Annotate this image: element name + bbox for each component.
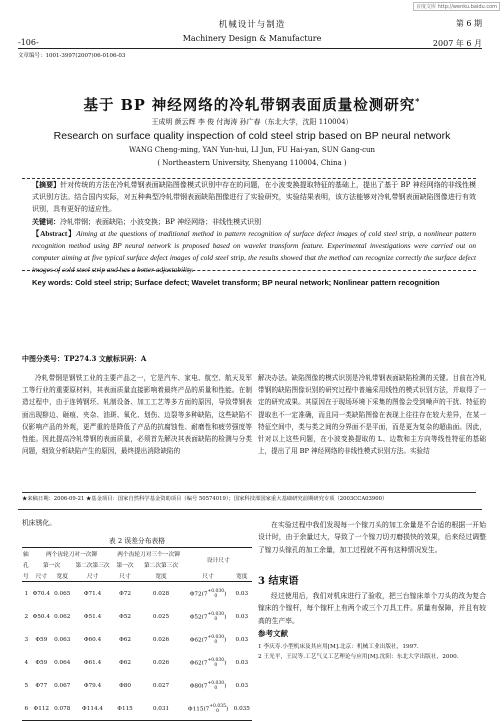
design-size-base: Φ62(7 bbox=[189, 637, 208, 643]
table-head-cell: 宽度 bbox=[232, 570, 252, 582]
table-cell: Φ79.4 bbox=[83, 682, 102, 689]
keywords-en-label: Key words: bbox=[32, 277, 73, 287]
table-cell: 0.03 bbox=[235, 636, 249, 643]
table-cell: Φ62 bbox=[119, 636, 131, 643]
table-cell: Φ115 bbox=[113, 697, 138, 721]
design-size-base: Φ115(7 bbox=[187, 706, 210, 712]
keywords-en-text: Cold steel strip; Surface defect; Wavelet transform; BP neural network; Nonlinear pattern recognition bbox=[75, 277, 440, 287]
tolerance-lower: 0 bbox=[214, 662, 218, 668]
tolerance-fraction bbox=[207, 680, 227, 691]
table-cell: 0.064 bbox=[54, 659, 71, 666]
table-row bbox=[22, 651, 252, 674]
journal-name-cn: 机械设计与制造 bbox=[218, 20, 286, 30]
table-cell: Φ70.4 bbox=[32, 590, 50, 597]
table-cell: 0.031 bbox=[137, 697, 184, 721]
page-number: -106- bbox=[18, 38, 39, 47]
table-cell: Φ59 bbox=[35, 636, 48, 643]
table-cell: Φ77 bbox=[35, 682, 48, 689]
table-head-cell: 尺寸 bbox=[72, 570, 112, 582]
table-cell: 5 bbox=[24, 682, 29, 689]
table-cell: Φ114.4 bbox=[72, 697, 112, 721]
references-list bbox=[258, 642, 486, 662]
tolerance-lower: 0 bbox=[214, 616, 218, 622]
table-cell: Φ61.4 bbox=[83, 659, 102, 666]
table-cell: Φ72 bbox=[119, 590, 131, 597]
table-row bbox=[22, 582, 252, 606]
abstract-block bbox=[22, 178, 477, 287]
table-cell: Φ112 bbox=[31, 697, 53, 721]
design-size-base: Φ80(7 bbox=[189, 683, 208, 689]
tolerance-upper: +0.030 bbox=[207, 634, 225, 640]
table-cell-design-size bbox=[185, 582, 232, 606]
table-cell: 0.067 bbox=[54, 682, 71, 689]
paren-close: ) bbox=[224, 660, 227, 666]
table-row bbox=[22, 674, 252, 697]
table-cell: 4 bbox=[24, 659, 29, 666]
tolerance-upper: +0.030 bbox=[207, 588, 225, 594]
error-distribution-table bbox=[22, 547, 252, 721]
abstract-en-text: Aiming at the questions of traditional method in pattern recognition of surface defect images of cold steel strip, a nonlinear pattern recognition method using BP neural network is proposed based on wavelet transform feature. Experimental investigations were carried out on computer aiming at five typical surface defect images of cold steel strip, the results showed that the method can recognize correctly the surface defect images of cold steel strip and has a better adjustability. bbox=[32, 228, 477, 275]
table-head-cell: 尺寸 bbox=[185, 570, 232, 582]
title-cn-text: 基于 BP 神经网络的冷轧带钢表面质量检测研究 bbox=[83, 97, 416, 114]
keywords-cn bbox=[22, 216, 476, 228]
table-body bbox=[22, 582, 252, 721]
abstract-en-label: 【Abstract】 bbox=[32, 228, 77, 238]
table-cell: Φ51.4 bbox=[83, 613, 102, 620]
title-en: Research on surface quality inspection of cold steel strip based on BP neural network bbox=[53, 130, 451, 142]
right-continued-paragraph: 在实验过程中我们发现每一个镓刀头的加工余量是不合适的根据一开始设计时，由于余量过大，导致了一个镓刀切刃磨损快的效果，后来经过调整了镓刀头镓孔的加工余量，加工过程就不再有这种情况发生。 bbox=[258, 521, 486, 554]
publication-date: 2007 年 6 月 bbox=[432, 39, 482, 48]
tolerance-lower: 0 bbox=[216, 708, 220, 714]
issue-number: 第 6 期 bbox=[455, 19, 482, 28]
paren-close: ) bbox=[224, 614, 227, 620]
tolerance-lower: 0 bbox=[214, 639, 218, 645]
table-head-cell: 宽度 bbox=[52, 570, 72, 582]
footnote-rule bbox=[22, 492, 476, 493]
table-head-cell: 轴 bbox=[22, 548, 31, 560]
article-number: 文章编号：1001-3997(2007)06-0106-03 bbox=[18, 53, 126, 59]
keywords-cn-text: 冷轧带钢；表面缺陷；小波变换；BP 神经网络；非线性模式识别 bbox=[60, 217, 262, 226]
conclusion-heading: 3 结束语 bbox=[258, 576, 299, 587]
table-cell: Φ52 bbox=[119, 613, 131, 620]
left-continued-text: 机床锈化。 bbox=[22, 519, 56, 527]
table-cell-design-size bbox=[185, 697, 232, 721]
tolerance-fraction bbox=[207, 588, 227, 599]
table-cell-design-size bbox=[185, 605, 232, 628]
reference-item: 2 王光平，王民等.工艺气义工艺理论与应用[M].沈阳：东北大学出版社，2000. bbox=[258, 654, 459, 661]
table-cell: 0.026 bbox=[152, 659, 170, 666]
table-cell: 0.03 bbox=[235, 682, 249, 689]
tolerance-upper: +0.030 bbox=[207, 657, 225, 663]
abstract-cn-label: 【摘要】 bbox=[32, 180, 61, 189]
table-head-cell: 第二次第三次 bbox=[75, 563, 110, 569]
table-head-cell: 两个齿轮刀对三个一次铆 bbox=[113, 548, 185, 560]
table-cell: Φ62 bbox=[119, 659, 131, 666]
table-head-cell: 设计尺寸 bbox=[185, 548, 252, 571]
watermark-link[interactable]: 百度文库 http://wenku.baidu.com bbox=[413, 2, 500, 11]
table-cell: 0.03 bbox=[235, 613, 249, 620]
design-size-base: Φ72(7 bbox=[189, 591, 208, 597]
table-cell: 0.063 bbox=[54, 636, 71, 643]
tolerance-fraction bbox=[207, 634, 227, 645]
reference-item: 1 李庆寿.小型机床及其应用[M].北京：机械工业出版社，1997. bbox=[258, 644, 419, 650]
table-cell: Φ59 bbox=[35, 659, 48, 666]
table-cell: 0.026 bbox=[152, 636, 170, 643]
table-head-cell: 号 bbox=[22, 570, 31, 582]
page-split-rule bbox=[18, 509, 482, 510]
tolerance-fraction bbox=[209, 703, 229, 714]
paren-close: ) bbox=[224, 683, 227, 689]
table-head-cell: 尺寸 bbox=[113, 570, 138, 582]
table-cell: 1 bbox=[24, 590, 29, 597]
authors-cn: 王成明 颜云辉 李 俊 付海涛 孙广春（东北大学，沈阳 110004） bbox=[151, 118, 353, 126]
table-cell-design-size bbox=[185, 628, 232, 651]
table-cell: 0.03 bbox=[235, 659, 249, 666]
table-cell: 0.065 bbox=[54, 590, 71, 597]
table-head-cell: 宽度 bbox=[137, 570, 184, 582]
table-head-cell: 第一次 bbox=[42, 563, 61, 569]
conclusion-text bbox=[258, 590, 486, 627]
references-heading: 参考文献 bbox=[258, 629, 288, 638]
title-footnote-star: * bbox=[415, 96, 421, 107]
tolerance-upper: +0.035 bbox=[209, 703, 226, 709]
table-row bbox=[22, 628, 252, 651]
tolerance-fraction bbox=[207, 611, 227, 622]
table-cell: Φ71.4 bbox=[83, 590, 102, 597]
table-row bbox=[22, 697, 252, 721]
body-left-paragraph: 冷轧带钢是钢铁工业的主要产品之一，它是汽车、家电、航空、航天及军工等行业的重要原材料，其表面质量直接影响着最终产品的质量和性能。在制造过程中，由于连铸钢坯、轧制设备、加工工艺等多方面的原因，导致带钢表面出现辥边、砸痕、夹杂、油斑、氧化、划伤、边裂等多种缺陷，这些缺陷不仅影响产品的外观，更严重的是降低了产品的抗腐蚀性、耐磨性和疲劳强度等性能。因此提高冷轧带钢的表面质量，必须首先解决其表面缺陷的检测与分类问题，细致分析缺陷产生的原因，最终提出消除缺陷的 bbox=[22, 374, 252, 456]
table-cell: 3 bbox=[24, 636, 29, 643]
keywords-en bbox=[22, 277, 476, 289]
tolerance-lower: 0 bbox=[214, 593, 218, 599]
table-head-cell: 尺寸 bbox=[31, 570, 53, 582]
table-cell: 0.025 bbox=[152, 613, 170, 620]
paren-close: ) bbox=[224, 591, 227, 597]
table-cell: Φ80 bbox=[119, 682, 131, 689]
design-size-base: Φ62(7 bbox=[189, 660, 208, 666]
header-rule bbox=[18, 48, 482, 49]
table-cell-design-size bbox=[185, 651, 232, 674]
abstract-cn bbox=[22, 179, 476, 216]
table-cell: Φ50.4 bbox=[32, 613, 50, 620]
table-cell-design-size bbox=[185, 674, 232, 697]
table-caption: 表 2 误差分布表格 bbox=[108, 537, 166, 545]
table-cell: 0.03 bbox=[235, 590, 249, 597]
abstract-en bbox=[22, 228, 476, 277]
tolerance-upper: +0.030 bbox=[207, 680, 225, 686]
body-column-right bbox=[258, 372, 486, 457]
table-cell: 0.028 bbox=[152, 590, 170, 597]
classification-codes: 中图分类号：TP274.3 文献标识码：A bbox=[22, 354, 147, 363]
body-right-paragraph: 解决办法。缺陷图像的模式识别是冷轧带钢表面缺陷检测的关键。目前在冷轧带钢的缺陷图像识别的研究过程中普遍采用线性的模式识别方法，并取得了一定的研究成果。其原因在于现场环境下采集的图像会受到噪声的干扰、特征的提取也不一定准确，而且同一类缺陷图像在表现上往往存在较大差异，在某一特征空间中，类与类之间的分界面不是平面，而是更为复杂的超曲面。因此，针对以上这些问题，在小波变换提取的 L、边数和主方向等线性特征的基础上，提出了用 BP 神经网络的非线性模式识别方法。实验结 bbox=[258, 374, 486, 456]
paren-close: ) bbox=[225, 706, 229, 712]
table-cell: 2 bbox=[24, 613, 29, 620]
table-head-cell: 第二次第三次 bbox=[143, 563, 179, 569]
tolerance-upper: +0.030 bbox=[207, 611, 225, 617]
table-cell: 0.062 bbox=[54, 613, 71, 620]
affiliation-en: ( Northeastern University, Shenyang 110004, China ) bbox=[157, 159, 347, 167]
journal-name-en: Machinery Design & Manufacture bbox=[182, 34, 322, 43]
paren-close: ) bbox=[224, 637, 227, 643]
table-head-cell: 第一次 bbox=[116, 563, 134, 569]
right-continued-text bbox=[258, 519, 486, 556]
table-row bbox=[22, 605, 252, 628]
keywords-cn-label: 关键词： bbox=[32, 216, 60, 226]
table-cell: 0.027 bbox=[152, 682, 170, 689]
abstract-cn-text: 针对传统的方法在冷轧带钢表面缺陷图像模式识别中存在的问题，在小波变换提取特征的基础上，提出了基于 BP 神经网络的非线性模式识别方法。结合国内实际，对五种典型冷轧带钢表面缺陷图像进行了实验研究，实验结果表明，该方法能够对冷轧带钢表面缺陷图像进行有效识别，具有更好的适应性。 bbox=[32, 181, 477, 214]
table-head-cell: 两个齿轮刀对一次铆 bbox=[31, 548, 113, 560]
design-size-base: Φ52(7 bbox=[189, 614, 208, 620]
table-cell: 0.078 bbox=[52, 697, 72, 721]
footnote: ★来稿日期：2006-09-21 ★基金项目：国家自然科学基金资助项目（编号 50574019）；国家科技部国家重大基础研究前期研究专项（2003CCA03900） bbox=[22, 496, 388, 502]
table-cell: 0.035 bbox=[232, 697, 252, 721]
tolerance-lower: 0 bbox=[214, 685, 218, 691]
title-cn bbox=[0, 94, 504, 115]
body-column-left bbox=[22, 372, 252, 457]
table-cell: 6 bbox=[22, 697, 31, 721]
conclusion-paragraph: 经过使用后，我们对机床进行了验收，把三台镓床单个刀头的改为复合镓床的个镓杆，每个镓杆上有两个或三个刀具工件。质量有保障，并且有较高的生产率。 bbox=[258, 592, 486, 625]
authors-en: WANG Cheng-ming, YAN Yun-hui, LI Jun, FU Hai-yan, SUN Gang-cun bbox=[128, 146, 376, 154]
table-cell: Φ60.4 bbox=[83, 636, 102, 643]
table-head-cell: 孔 bbox=[23, 563, 29, 569]
tolerance-fraction bbox=[207, 657, 227, 668]
